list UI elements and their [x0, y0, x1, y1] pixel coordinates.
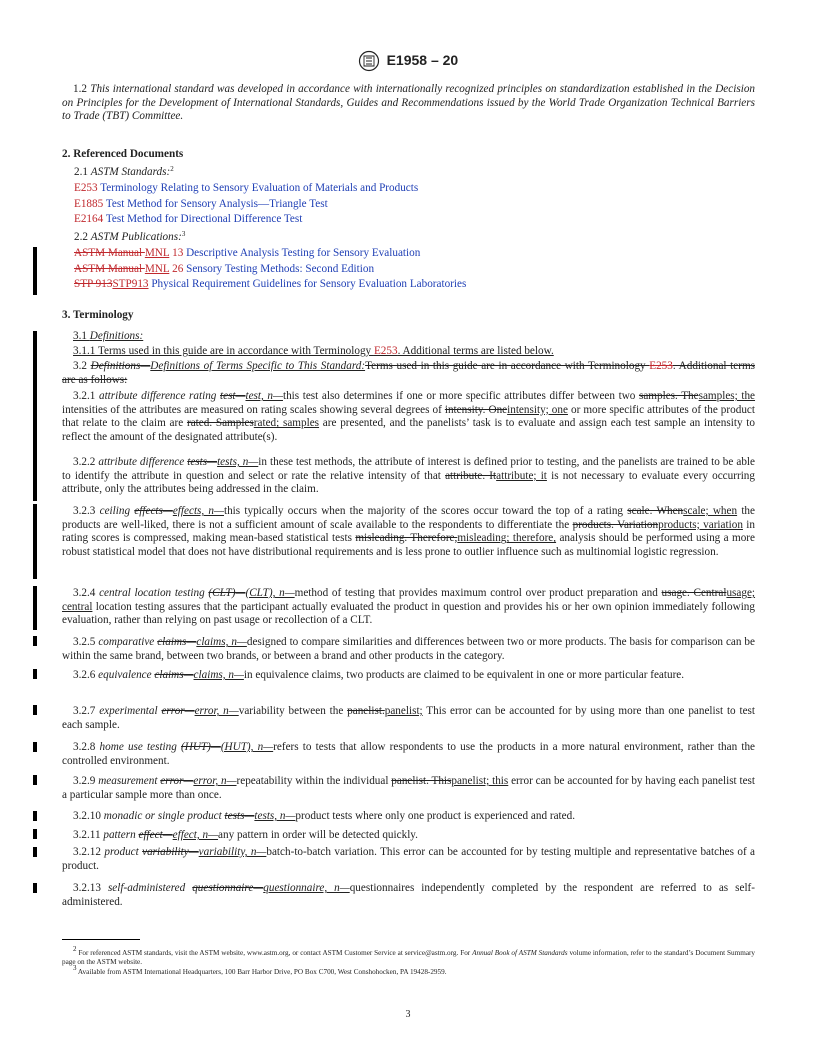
change-bar	[33, 247, 37, 295]
term-3-2-9: 3.2.9 measurement error—error, n—repeatability within the individual panelist. Thispanelist; this error can be accounted for by having each panelist test a particular sample more than once.	[62, 775, 756, 801]
publication-ref-mnl26[interactable]: ASTM Manual MNL 26 Sensory Testing Methods: Second Edition	[74, 263, 375, 275]
astm-logo-icon	[358, 50, 380, 72]
change-bar	[33, 504, 37, 579]
term-3-2-4: 3.2.4 central location testing (CLT)—(CLT), n—method of testing that provides maximum control over product preparation and usage. Centralusage; central location testing assures that the participant actually evaluated the product in question and provides his or her own opinion immediately following evaluation, rather than relying on past usage or recollection of a CLT.	[62, 587, 756, 627]
page-number: 3	[405, 1009, 411, 1020]
term-3-2-1: 3.2.1 attribute difference rating test—test, n—this test also determines if one or more specific attributes differ between two samples. Thesamples; the intensities of the attributes are measured on rating scales showing several degrees of intensity. Oneintensity; one or more specific attributes of the product that relate to the claim are rated. Samplesrated; samples are presented, and the panelists’ task is to evaluate and assign each test sample an intensity to reflect the amount of the designated attribute(s).	[62, 390, 756, 444]
clause-2-2: 2.2 ASTM Publications:$^3$	[74, 230, 186, 243]
term-3-2-13: 3.2.13 self-administered questionnaire—questionnaire, n—questionnaires independently completed by the respondent are referred to as self-administered.	[62, 882, 755, 908]
change-bar	[33, 586, 37, 630]
footnote-3: 3 Available from ASTM International Headquarters, 100 Barr Harbor Drive, PO Box C700, West Conshohocken, PA 19428-2959.	[73, 964, 447, 976]
term-3-2-8: 3.2.8 home use testing (HUT)—(HUT), n—refers to tests that allow respondents to use the products in a more natural environment, rather than the controlled environment.	[62, 741, 755, 767]
page-header	[0, 50, 816, 76]
publication-ref-stp913[interactable]: STP 913STP913 Physical Requirement Guidelines for Sensory Evaluation Laboratories	[74, 278, 467, 290]
term-3-2-5: 3.2.5 comparative claims—claims, n—designed to compare similarities and differences between two or more products. The basis for comparison can be within the same brand, between two brands, or between a brand and other products in the category.	[62, 636, 755, 662]
term-3-2-7: 3.2.7 experimental error—error, n—variability between the panelist.panelist; This error can be accounted for by using more than one panelist to test each sample.	[62, 705, 756, 731]
section-2-heading: 2. Referenced Documents	[62, 148, 184, 160]
section-1-2	[62, 83, 755, 124]
change-bar	[33, 829, 37, 839]
term-3-2-11: 3.2.11 pattern effect—effect, n—any pattern in order will be detected quickly.	[73, 829, 418, 841]
change-bar	[33, 636, 37, 646]
term-3-2-12: 3.2.12 product variability—variability, n—batch-to-batch variation. This error can be accounted for by testing multiple and representative batches of a product.	[62, 846, 756, 872]
clause-3-1-1: 3.1.1 Terms used in this guide are in accordance with Terminology E253. Additional terms are listed below.	[73, 345, 554, 357]
section-3-heading: 3. Terminology	[62, 309, 134, 321]
footnote-2: 2 For referenced ASTM standards, visit the ASTM website, www.astm.org, or contact ASTM Customer Service at service@astm.org. For Annual Book of ASTM Standards volume information, refer to the standard’s Document Summary page on the ASTM website.	[62, 945, 755, 966]
standard-ref-e1885[interactable]: E1885 Test Method for Sensory Analysis—Triangle Test	[74, 198, 328, 210]
standard-ref-e253[interactable]: E253 Terminology Relating to Sensory Evaluation of Materials and Products	[74, 182, 419, 194]
term-3-2-3: 3.2.3 ceiling effects—effects, n—this typically occurs when the majority of the scores occur toward the top of a rating scale. Whenscale; when the products are well-liked, there is not a sufficient amount of scale available to the respondents to differentiate the products. Variationproducts; variation in rating scores is compressed, making mean-based statistical tests misleading. Therefore,misleading; therefore, analysis should be performed using a more robust statistical model that does not have distributional requirements and is less prone to outlier influence such as multinomial logistic regression.	[62, 505, 756, 559]
document-code: E1958 – 20	[386, 52, 459, 69]
change-bar	[33, 742, 37, 752]
publication-ref-mnl13[interactable]: ASTM Manual MNL 13 Descriptive Analysis Testing for Sensory Evaluation	[74, 247, 421, 259]
standard-ref-e2164[interactable]: E2164 Test Method for Directional Difference Test	[74, 213, 303, 225]
change-bar	[33, 775, 37, 785]
clause-text: This international standard was developed in accordance with internationally recognized principles on standardization established in the Decision on Principles for the Development of International Standards, Guides and Recommendations issued by the World Trade Organization Technical Barriers to Trade (TBT) Committee.	[62, 83, 756, 123]
clause-number: 1.2	[73, 83, 87, 95]
change-bar	[33, 705, 37, 715]
change-bar	[33, 811, 37, 821]
term-3-2-6: 3.2.6 equivalence claims—claims, n—in equivalence claims, two products are claimed to be equivalent in one or more particular feature.	[73, 669, 685, 681]
clause-2-1: 2.1 ASTM Standards:$^2$	[74, 165, 174, 178]
change-bar	[33, 669, 37, 679]
term-3-2-10: 3.2.10 monadic or single product tests—tests, n—product tests where only one product is experienced and rated.	[73, 810, 576, 822]
term-3-2-2: 3.2.2 attribute difference tests—tests, n—in these test methods, the attribute of interest is defined prior to testing, and the panelists are trained to be able to identify the attribute in question and select or rate the relative intensity of that attribute. Itattribute; it is not necessary to evaluate every occurring attribute, only the attributes being addressed in the claim.	[62, 456, 755, 496]
clause-3-2: 3.2 Definitions—Definitions of Terms Specific to This Standard:Terms used in this guide are in accordance with Terminology E253. Additional terms are as follows:	[62, 360, 755, 386]
clause-3-1: 3.1 Definitions:	[73, 330, 144, 342]
footnote-rule	[62, 939, 140, 940]
change-bar	[33, 457, 37, 501]
change-bar	[33, 883, 37, 893]
change-bar	[33, 847, 37, 857]
